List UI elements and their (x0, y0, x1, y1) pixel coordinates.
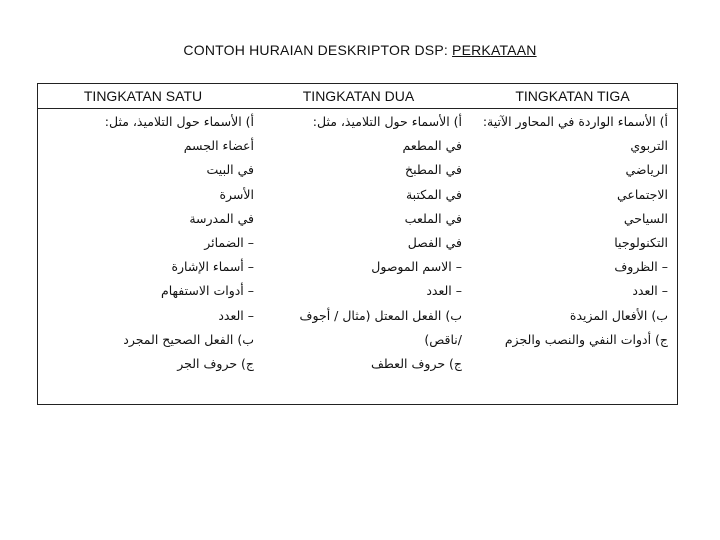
page-title: CONTOH HURAIAN DESKRIPTOR DSP: PERKATAAN (183, 42, 537, 58)
list-item: ج) حروف العطف (370, 355, 462, 371)
list-item: في المكتبة (405, 186, 462, 202)
list-item: ب) الأفعال المزيدة (569, 307, 668, 323)
list-item: الرياضي (625, 162, 668, 178)
list-item: التكنولوجيا (614, 234, 668, 250)
list-item: الأسرة (219, 186, 254, 202)
list-item: /ناقص) (424, 331, 462, 347)
list-item: في الملعب (404, 210, 462, 226)
list-item: ب) الفعل الصحيح المجرد (123, 331, 254, 347)
list-item: أ) الأسماء حول التلاميذ، مثل: (312, 114, 462, 129)
column-header-tingkatan-dua: TINGKATAN DUA (302, 88, 415, 104)
descriptor-table (37, 83, 678, 405)
list-item: – أسماء الإشارة (171, 259, 254, 275)
list-item: السياحي (623, 210, 668, 226)
list-item: – الاسم الموصول (371, 259, 462, 275)
title-underlined-word: PERKATAAN (452, 42, 537, 58)
list-item: في الفصل (407, 234, 462, 250)
list-item: في المطبخ (405, 162, 462, 178)
list-item: أ) الأسماء حول التلاميذ، مثل: (104, 114, 254, 129)
list-item: ج) أدوات النفي والنصب والجزم (504, 331, 668, 347)
list-item: في المطعم (402, 138, 462, 154)
list-item: ج) حروف الجر (177, 355, 254, 371)
list-item: – العدد (426, 283, 462, 299)
list-item: – الظروف (614, 259, 668, 275)
list-item: أعضاء الجسم (183, 138, 254, 154)
list-item: – الضمائر (204, 234, 254, 250)
list-item: أ) الأسماء الواردة في المحاور الآتية: (482, 114, 668, 129)
list-item: – العدد (632, 283, 668, 299)
column-header-tingkatan-tiga: TINGKATAN TIGA (515, 88, 630, 104)
list-item: في المدرسة (189, 210, 254, 226)
list-item: التربوي (630, 138, 668, 154)
column-tingkatan-tiga (472, 110, 668, 404)
list-item: – العدد (218, 307, 254, 323)
column-header-tingkatan-satu: TINGKATAN SATU (83, 88, 203, 104)
list-item: ب) الفعل المعتل (مثال / أجوف (299, 307, 462, 323)
list-item: في البيت (206, 162, 254, 178)
list-item: – أدوات الاستفهام (161, 283, 254, 299)
list-item: الاجتماعي (616, 186, 668, 202)
header-divider (38, 108, 677, 109)
column-tingkatan-dua (268, 110, 462, 404)
column-tingkatan-satu (58, 110, 254, 404)
